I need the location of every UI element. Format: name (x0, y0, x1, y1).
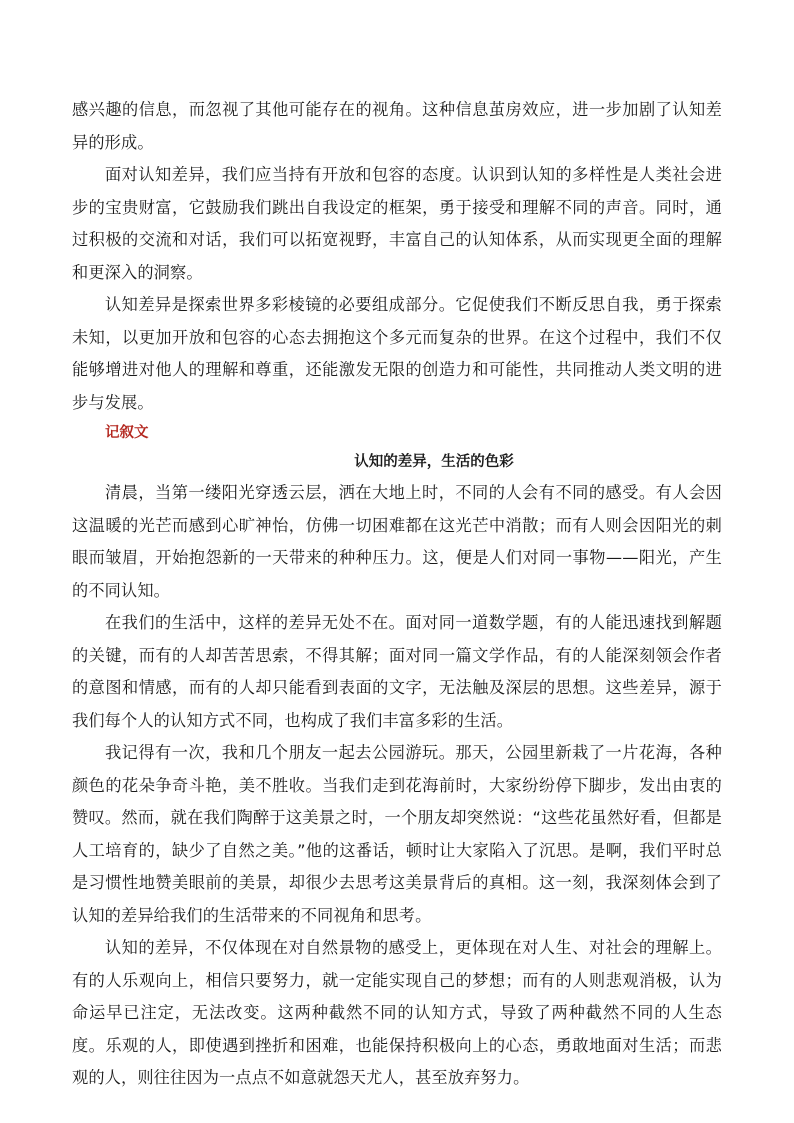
paragraph: 我记得有一次，我和几个朋友一起去公园游玩。那天，公园里新栽了一片花海，各种颜色的花朵争奇斗艳，美不胜收。当我们走到花海前时，大家纷纷停下脚步，发出由衷的赞叹。然而，就在我们陶醉于这美景之时，一个朋友却突然说：“这些花虽然好看，但都是人工培育的，缺少了自然之美。”他的这番话，顿时让大家陷入了沉思。是啊，我们平时总是习惯性地赞美眼前的美景，却很少去思考这美景背后的真相。这一刻，我深刻体会到了认知的差异给我们的生活带来的不同视角和思考。 (72, 743, 722, 925)
genre-label: 记叙文 (105, 425, 149, 441)
paragraph: 面对认知差异，我们应当持有开放和包容的态度。认识到认知的多样性是人类社会进步的宝贵财富，它鼓励我们跳出自我设定的框架，勇于接受和理解不同的声音。同时，通过积极的交流和对话，我们可以拓宽视野，丰富自己的认知体系，从而实现更全面的理解和更深入的洞察。 (72, 165, 722, 282)
paragraph-continuation: 感兴趣的信息，而忽视了其他可能存在的视角。这种信息茧房效应，进一步加剧了认知差异的形成。 (72, 100, 722, 152)
paragraph: 在我们的生活中，这样的差异无处不在。面对同一道数学题，有的人能迅速找到解题的关键，而有的人却苦苦思索，不得其解；面对同一篇文学作品，有的人能深刻领会作者的意图和情感，而有的人却只能看到表面的文字，无法触及深层的思想。这些差异，源于我们每个人的认知方式不同，也构成了我们丰富多彩的生活。 (72, 613, 722, 730)
essay-title: 认知的差异，生活的色彩 (354, 454, 514, 470)
paragraph: 清晨，当第一缕阳光穿透云层，洒在大地上时，不同的人会有不同的感受。有人会因这温暖的光芒而感到心旷神怡，仿佛一切困难都在这光芒中消散；而有人则会因阳光的刺眼而皱眉，开始抱怨新的一天带来的种种压力。这，便是人们对同一事物——阳光，产生的不同认知。 (72, 483, 722, 600)
paragraph: 认知的差异，不仅体现在对自然景物的感受上，更体现在对人生、对社会的理解上。有的人乐观向上，相信只要努力，就一定能实现自己的梦想；而有的人则悲观消极，认为命运早已注定，无法改变。这两种截然不同的认知方式，导致了两种截然不同的人生态度。乐观的人，即使遇到挫折和困难，也能保持积极向上的心态，勇敢地面对生活；而悲观的人，则往往因为一点点不如意就怨天尤人，甚至放弃努力。 (72, 938, 722, 1087)
document-page (72, 94, 722, 1095)
paragraph: 认知差异是探索世界多彩棱镜的必要组成部分。它促使我们不断反思自我，勇于探索未知，以更加开放和包容的心态去拥抱这个多元而复杂的世界。在这个过程中，我们不仅能够增进对他人的理解和尊重，还能激发无限的创造力和可能性，共同推动人类文明的进步与发展。 (72, 295, 722, 412)
